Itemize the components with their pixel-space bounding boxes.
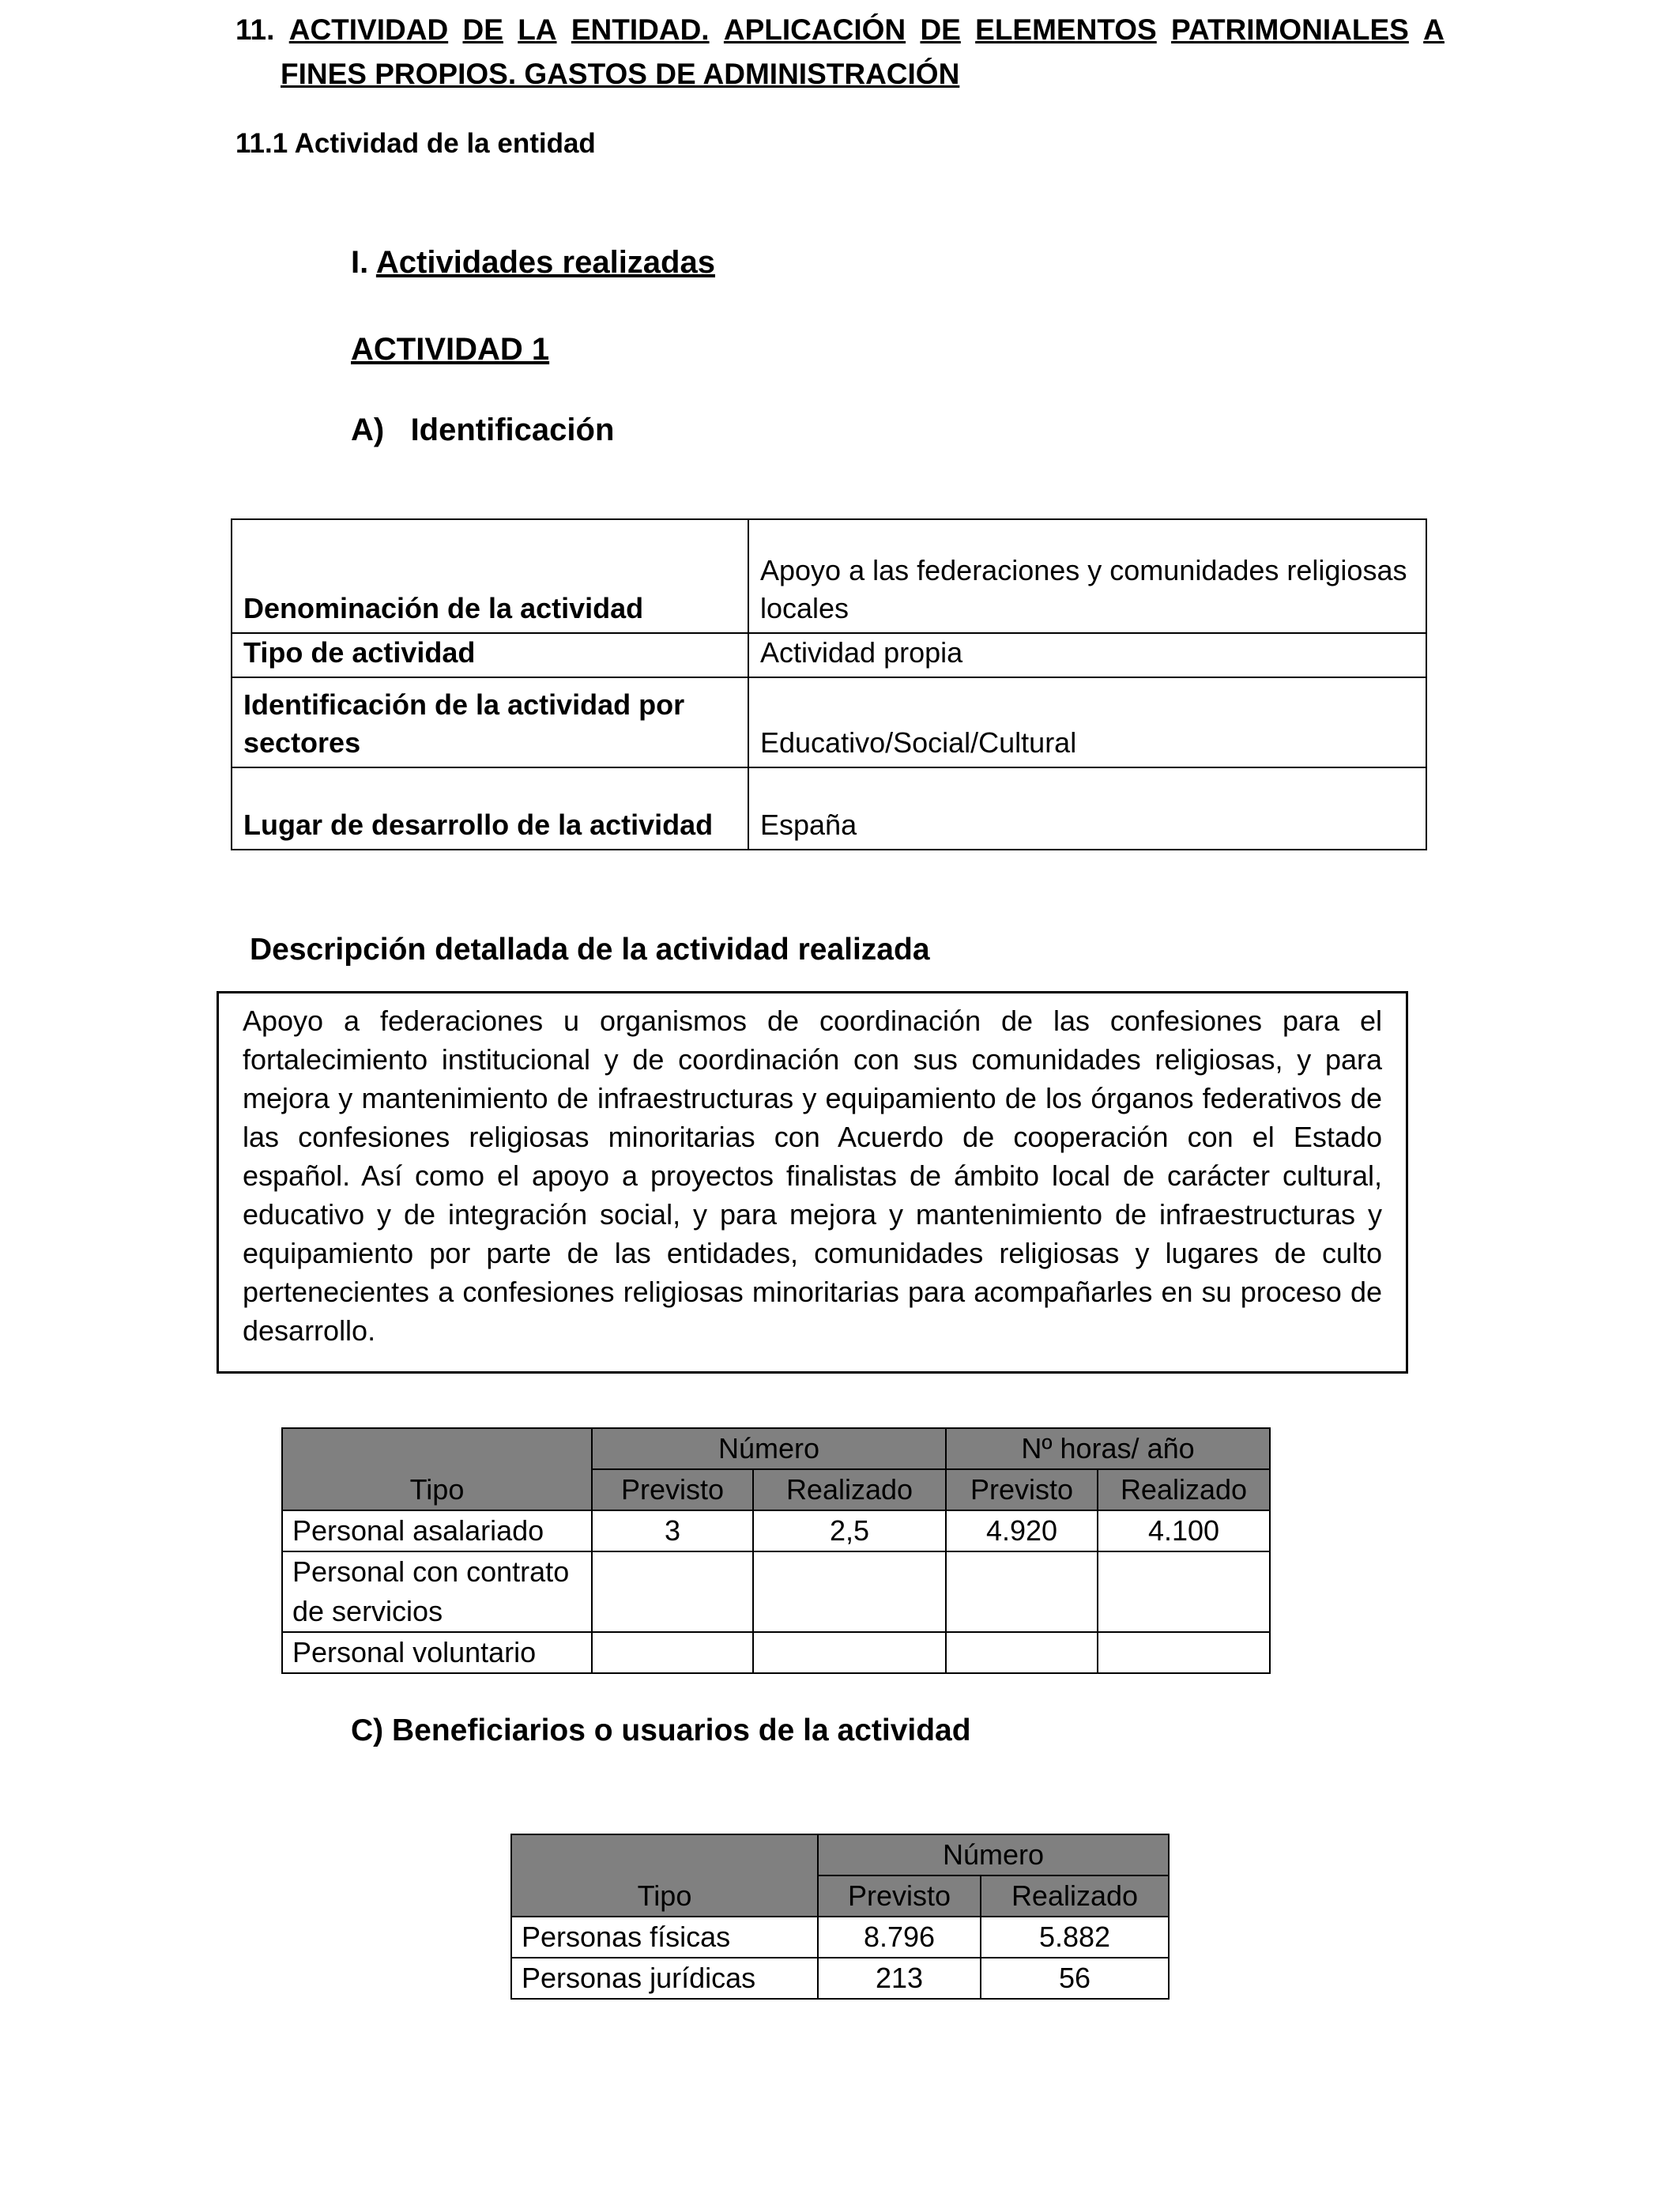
cell-num-realizado — [753, 1551, 946, 1632]
cell-horas-realizado — [1098, 1551, 1270, 1632]
cell-tipo: Personal con contrato de servicios — [282, 1551, 592, 1632]
col-header-tipo: Tipo — [282, 1428, 592, 1510]
section-title-text: Actividades realizadas — [375, 245, 715, 280]
heading-word: ACTIVIDAD — [288, 13, 449, 46]
chapter-heading-line2: FINES PROPIOS. GASTOS DE ADMINISTRACIÓN — [281, 58, 960, 90]
cell-num-previsto — [592, 1632, 753, 1673]
cell-num-previsto — [592, 1551, 753, 1632]
id-value: Educativo/Social/Cultural — [748, 677, 1426, 767]
id-value: Actividad propia — [748, 633, 1426, 677]
group-header-horas: Nº horas/ año — [946, 1428, 1270, 1469]
section-title — [351, 245, 715, 281]
description-box: Apoyo a federaciones u organismos de coordinación de las confesiones para el fortalecimiento institucional y de coordinación con sus comunidades religiosas, y para mejora y mantenimiento de infraestructuras y equipamiento de los órganos federativos de las confesiones religiosas minoritarias con Acuerdo de cooperación con el Estado español. Así como el apoyo a proyectos finalistas de ámbito local de carácter cultural, educativo y de integración social, y para mejora y mantenimiento de infraestructuras y equipamiento por parte de las entidades, comunidades religiosas y lugares de culto pertenecientes a confesiones religiosas minoritarias para acompañarles en su proceso de desarrollo. — [217, 991, 1408, 1374]
heading-word: A — [1423, 13, 1445, 46]
chapter-heading-line1 — [235, 8, 1445, 52]
id-value: España — [748, 767, 1426, 850]
col-header-realizado: Realizado — [981, 1875, 1169, 1917]
heading-word: ELEMENTOS — [975, 13, 1157, 46]
cell-tipo: Personal voluntario — [282, 1632, 592, 1673]
heading-word: ENTIDAD. — [571, 13, 710, 46]
cell-num-previsto: 3 — [592, 1510, 753, 1551]
heading-word: DE — [462, 13, 503, 46]
cell-tipo: Personas jurídicas — [511, 1958, 818, 1999]
cell-horas-realizado — [1098, 1632, 1270, 1673]
heading-word: APLICACIÓN — [723, 13, 906, 46]
cell-tipo: Personal asalariado — [282, 1510, 592, 1551]
cell-realizado: 5.882 — [981, 1917, 1169, 1958]
identification-title — [351, 413, 614, 448]
heading-word: DE — [920, 13, 961, 46]
description-title: Descripción detallada de la actividad realizada — [250, 933, 930, 967]
col-header-previsto: Previsto — [818, 1875, 981, 1917]
heading-word: PATRIMONIALES — [1171, 13, 1409, 46]
cell-num-realizado — [753, 1632, 946, 1673]
table-row — [232, 519, 1426, 633]
id-label: Denominación de la actividad — [232, 519, 748, 633]
table-row — [282, 1632, 1270, 1673]
table-row — [282, 1551, 1270, 1632]
cell-previsto: 8.796 — [818, 1917, 981, 1958]
cell-horas-previsto: 4.920 — [946, 1510, 1098, 1551]
table-header-row — [282, 1428, 1270, 1469]
id-label: Tipo de actividad — [232, 633, 748, 677]
col-header-realizado: Realizado — [1098, 1469, 1270, 1510]
table-row — [282, 1510, 1270, 1551]
group-header-numero: Número — [592, 1428, 946, 1469]
cell-horas-previsto — [946, 1551, 1098, 1632]
cell-previsto: 213 — [818, 1958, 981, 1999]
col-header-tipo: Tipo — [511, 1834, 818, 1917]
group-header-numero: Número — [818, 1834, 1169, 1875]
identification-title-text: Identificación — [410, 413, 615, 447]
id-value: Apoyo a las federaciones y comunidades religiosas locales — [748, 519, 1426, 633]
chapter-heading — [235, 8, 1445, 96]
cell-realizado: 56 — [981, 1958, 1169, 1999]
col-header-realizado: Realizado — [753, 1469, 946, 1510]
col-header-previsto: Previsto — [592, 1469, 753, 1510]
chapter-number: 11. — [235, 13, 275, 46]
table-row — [232, 633, 1426, 677]
table-row — [511, 1917, 1169, 1958]
cell-horas-previsto — [946, 1632, 1098, 1673]
cell-num-realizado: 2,5 — [753, 1510, 946, 1551]
table-row — [511, 1958, 1169, 1999]
table-row — [232, 767, 1426, 850]
id-label: Lugar de desarrollo de la actividad — [232, 767, 748, 850]
col-header-previsto: Previsto — [946, 1469, 1098, 1510]
identification-table — [231, 518, 1427, 850]
section-prefix: I. — [351, 245, 369, 280]
personal-table — [281, 1427, 1271, 1674]
cell-tipo: Personas físicas — [511, 1917, 818, 1958]
heading-word: LA — [518, 13, 557, 46]
activity-label: ACTIVIDAD 1 — [351, 332, 550, 367]
cell-horas-realizado: 4.100 — [1098, 1510, 1270, 1551]
identification-prefix: A) — [351, 413, 385, 447]
beneficiaries-title: C) Beneficiarios o usuarios de la actividad — [351, 1713, 971, 1747]
beneficiaries-table — [510, 1834, 1170, 2000]
id-label: Identificación de la actividad por sectores — [232, 677, 748, 767]
table-row — [232, 677, 1426, 767]
table-header-row — [511, 1834, 1169, 1875]
subsection-title: 11.1 Actividad de la entidad — [235, 128, 596, 159]
